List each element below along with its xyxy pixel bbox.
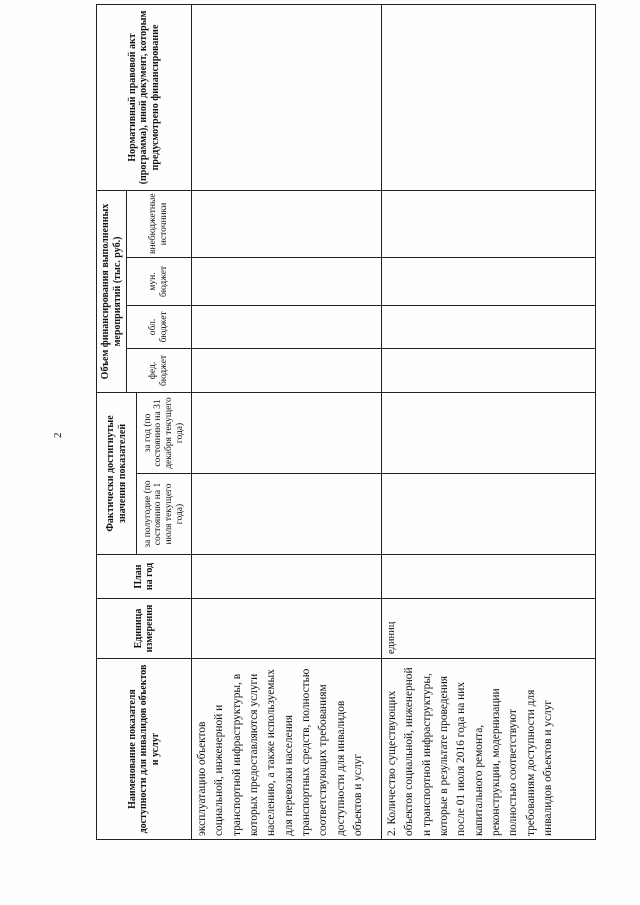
- header-row-1: [97, 4, 127, 839]
- header-offbudget-sources: внебюджетные источники: [127, 190, 192, 257]
- header-actual-half-year: за полугодие (по состоянию на 1 июля текущего года): [137, 474, 192, 555]
- header-unit: Единица измерения: [97, 599, 192, 659]
- table-row: [382, 4, 596, 839]
- cell-municipal-budget: [192, 257, 382, 305]
- cell-offbudget: [382, 190, 596, 257]
- cell-unit: единиц: [382, 599, 596, 659]
- cell-regional-budget: [382, 305, 596, 348]
- cell-municipal-budget: [382, 257, 596, 305]
- rotated-table-container: [96, 10, 595, 840]
- header-fed-budget: фед. бюджет: [127, 348, 192, 392]
- table-row: [192, 4, 382, 839]
- cell-regional-budget: [192, 305, 382, 348]
- header-legal-act: Нормативный правовой акт (программа), иной документ, которым предусмотрено финансирование: [97, 4, 192, 190]
- cell-plan: [192, 555, 382, 599]
- cell-legal-act: [192, 4, 382, 190]
- cell-year: [382, 392, 596, 473]
- cell-half-year: [192, 474, 382, 555]
- header-indicator-name: Наименование показателя доступности для инвалидов объектов и услуг: [97, 659, 192, 840]
- header-plan: План на год: [97, 555, 192, 599]
- cell-unit: [192, 599, 382, 659]
- header-regional-budget: обл. бюджет: [127, 305, 192, 348]
- cell-plan: [382, 555, 596, 599]
- cell-fed-budget: [192, 348, 382, 392]
- cell-indicator-name: 2. Количество существующих объектов социальной, инженерной и транспортной инфраструктуры, которые в результате проведения после 01 июля 2016 года на них капитального ремонта, реконструкции, модернизации полностью соответствуют требованиям доступности для инвалидов объектов и услуг: [382, 659, 596, 840]
- header-municipal-budget: мун. бюджет: [127, 257, 192, 305]
- cell-indicator-name: эксплуатацию объектов социальной, инженерной и транспортной инфраструктуры, в которых предоставляются услуги населению, а также используемых для перевозки населения транспортных средств, полностью соответствующих требованиям доступности для инвалидов объектов и услуг: [192, 659, 382, 840]
- page-number: 2: [52, 432, 64, 438]
- cell-offbudget: [192, 190, 382, 257]
- cell-year: [192, 392, 382, 473]
- cell-legal-act: [382, 4, 596, 190]
- table-wrapper: [96, 10, 595, 840]
- header-actual-values: Фактически достигнутые значения показателей: [97, 392, 137, 554]
- cell-fed-budget: [382, 348, 596, 392]
- header-actual-year: за год (по состоянию на 31 декабря текущего года): [137, 392, 192, 473]
- accessibility-indicators-table: [96, 4, 596, 840]
- cell-half-year: [382, 474, 596, 555]
- header-funding-volume: Объем финансирования выполненных мероприятий (тыс. руб.): [97, 190, 127, 392]
